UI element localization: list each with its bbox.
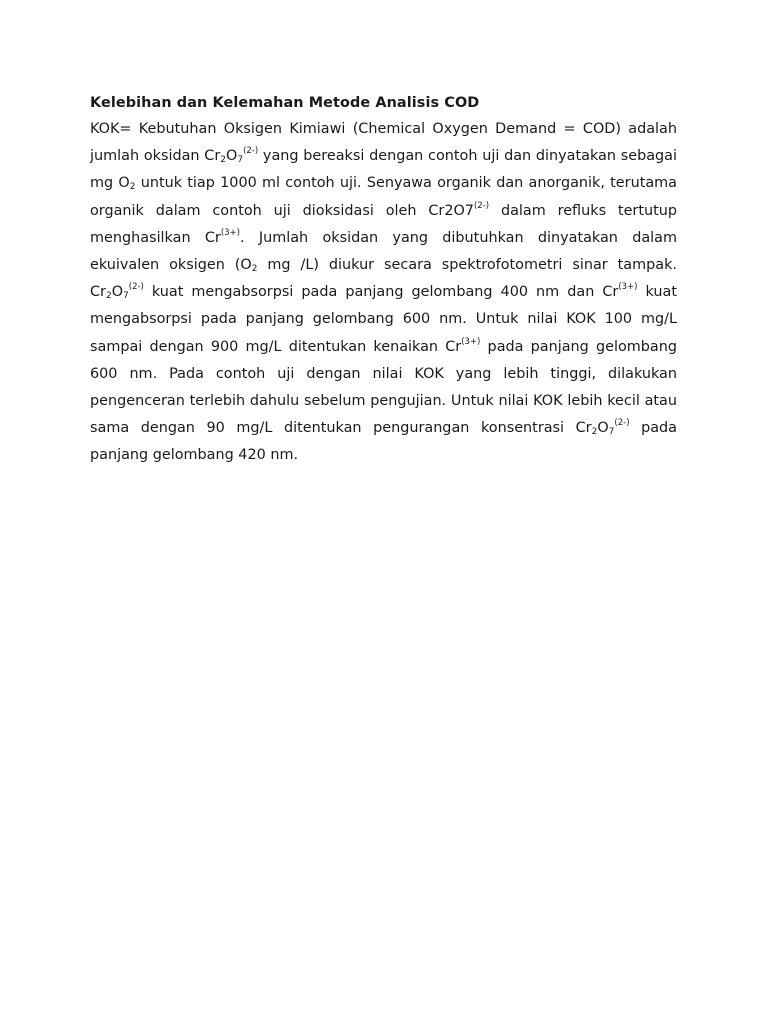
superscript: (2-) [243, 146, 259, 157]
text-run: pada panjang gelombang 420 nm. [90, 420, 678, 464]
text-run: pada panjang gelombang 600 nm. Pada contoh uji dengan nilai KOK yang lebih tinggi, dilakukan pengenceran terlebih dahulu sebelum pengujian. Untuk nilai KOK lebih kecil atau sama dengan 90 mg/L ditentukan pengurangan konsentrasi Cr [90, 338, 678, 437]
superscript: (3+) [220, 227, 240, 238]
text-run: dalam refluks tertutup menghasilkan Cr [90, 202, 677, 246]
document-paragraph [90, 116, 677, 470]
text-run: untuk tiap 1000 ml contoh uji. Senyawa organik dan anorganik, terutama organik dalam contoh uji dioksidasi oleh Cr2O7 [90, 175, 677, 219]
text-run: kuat mengabsorpsi pada panjang gelombang 600 nm. Untuk nilai KOK 100 mg/L sampai dengan 900 mg/L ditentukan kenaikan Cr [90, 284, 677, 355]
text-run: KOK= Kebutuhan Oksigen Kimiawi (Chemical Oxygen Demand = COD) adalah jumlah oksidan Cr [90, 121, 677, 165]
subscript: 2 [220, 155, 226, 166]
text-run: yang bereaksi dengan contoh uji dan dinyatakan sebagai mg O [90, 148, 677, 192]
subscript: 2 [591, 427, 598, 438]
text-run: O [226, 148, 238, 165]
superscript: (2-) [128, 282, 144, 293]
superscript: (2-) [614, 418, 630, 429]
subscript: 7 [237, 155, 244, 166]
superscript: (3+) [461, 336, 481, 347]
subscript: 2 [129, 182, 136, 193]
text-run: mg /L) diukur secara spektrofotometri sinar tampak. Cr [90, 257, 677, 301]
subscript: 2 [251, 264, 258, 275]
text-run: . Jumlah oksidan yang dibutuhkan dinyatakan dalam ekuivalen oksigen (O [90, 229, 677, 274]
text-run: O [597, 420, 609, 437]
document-title: Kelebihan dan Kelemahan Metode Analisis COD [90, 95, 480, 111]
superscript: (3+) [618, 282, 638, 293]
subscript: 7 [123, 291, 129, 302]
superscript: (2-) [473, 200, 490, 211]
document-page [90, 90, 677, 470]
text-run: kuat mengabsorpsi pada panjang gelombang 400 nm dan Cr [143, 284, 619, 301]
subscript: 7 [608, 427, 615, 438]
subscript: 2 [105, 291, 112, 302]
text-run: O [111, 284, 124, 301]
